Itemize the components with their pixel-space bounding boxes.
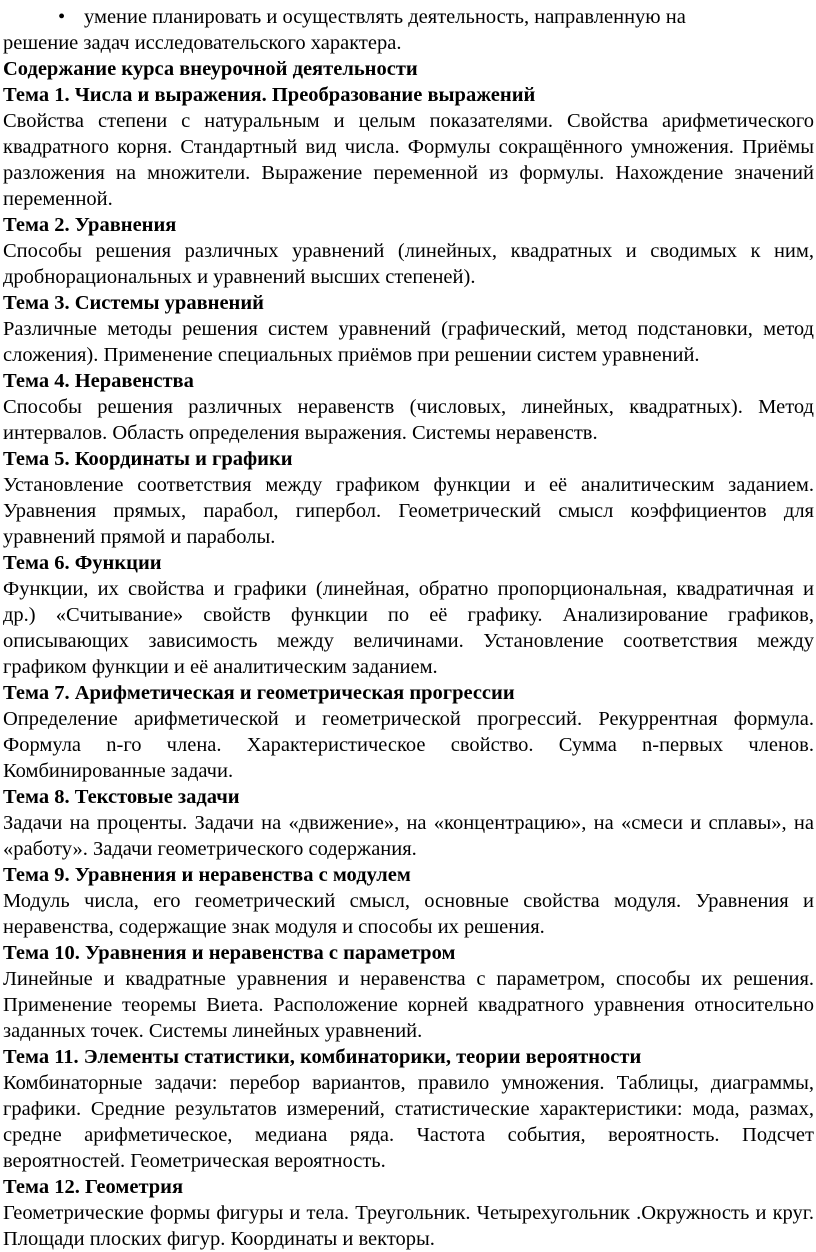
topic-6 bbox=[0, 550, 816, 680]
topic-body: Задачи на проценты. Задачи на «движение», на «концентрацию», на «смеси и сплавы», на «работу». Задачи геометрического содержания. bbox=[3, 812, 814, 860]
topic-title: Тема 9. Уравнения и неравенства с модулем bbox=[3, 864, 411, 886]
topic-body: Модуль числа, его геометрический смысл, основные свойства модуля. Уравнения и неравенства, содержащие знак модуля и способы их решения. bbox=[3, 890, 814, 938]
bullet-icon: • bbox=[58, 6, 66, 28]
topic-5 bbox=[0, 446, 816, 550]
topic-title: Тема 10. Уравнения и неравенства с параметром bbox=[3, 942, 456, 964]
topic-11 bbox=[0, 1044, 816, 1174]
topic-title: Тема 12. Геометрия bbox=[3, 1176, 184, 1198]
topic-title: Тема 1. Числа и выражения. Преобразование выражений bbox=[3, 84, 536, 106]
topic-title: Тема 3. Системы уравнений bbox=[3, 292, 264, 314]
topic-title: Тема 5. Координаты и графики bbox=[3, 448, 293, 470]
topic-title: Тема 11. Элементы статистики, комбинаторики, теории вероятности bbox=[3, 1046, 642, 1068]
intro-bullet-text-line1: умение планировать и осуществлять деятельность, направленную на bbox=[84, 6, 686, 28]
intro-bullet-text-line2: решение задач исследовательского характера. bbox=[3, 32, 402, 54]
topic-body: Геометрические формы фигуры и тела. Треугольник. Четырехугольник .Окружность и круг. Площади плоских фигур. Координаты и векторы. bbox=[3, 1202, 814, 1250]
topic-2 bbox=[0, 212, 816, 290]
topic-title: Тема 7. Арифметическая и геометрическая прогрессии bbox=[3, 682, 515, 704]
topic-body: Свойства степени с натуральным и целым показателями. Свойства арифметического квадратного корня. Стандартный вид числа. Формулы сокращённого умножения. Приёмы разложения на множители. Выражение переменной из формулы. Нахождение значений переменной. bbox=[3, 110, 814, 210]
section-heading: Содержание курса внеурочной деятельности bbox=[3, 58, 418, 80]
topic-title: Тема 6. Функции bbox=[3, 552, 162, 574]
topic-8 bbox=[0, 784, 816, 862]
topic-body: Комбинаторные задачи: перебор вариантов, правило умножения. Таблицы, диаграммы, графики. Средние результатов измерений, статистические характеристики: мода, размах, средне арифметическое, медиана ряда. Частота события, вероятность. Подсчет вероятностей. Геометрическая вероятность. bbox=[3, 1072, 814, 1172]
topic-body: Установление соответствия между графиком функции и её аналитическим заданием. Уравнения прямых, парабол, гипербол. Геометрический смысл коэффициентов для уравнений прямой и параболы. bbox=[3, 474, 814, 548]
topic-title: Тема 2. Уравнения bbox=[3, 214, 177, 236]
topic-body: Линейные и квадратные уравнения и неравенства с параметром, способы их решения. Применение теоремы Виета. Расположение корней квадратного уравнения относительно заданных точек. Системы линейных уравнений. bbox=[3, 968, 814, 1042]
topic-body: Различные методы решения систем уравнений (графический, метод подстановки, метод сложения). Применение специальных приёмов при решении систем уравнений. bbox=[3, 318, 814, 366]
topic-12 bbox=[0, 1174, 816, 1252]
topic-body: Функции, их свойства и графики (линейная, обратно пропорциональная, квадратичная и др.) «Считывание» свойств функции по её графику. Анализирование графиков, описывающих зависимость между величинами. Установление соответствия между графиком функции и её аналитическим заданием. bbox=[3, 578, 814, 678]
topic-4 bbox=[0, 368, 816, 446]
topic-7 bbox=[0, 680, 816, 784]
topic-title: Тема 4. Неравенства bbox=[3, 370, 194, 392]
topic-body: Определение арифметической и геометрической прогрессий. Рекуррентная формула. Формула n-го члена. Характеристическое свойство. Сумма n-первых членов. Комбинированные задачи. bbox=[3, 708, 814, 782]
topic-title: Тема 8. Текстовые задачи bbox=[3, 786, 240, 808]
topic-body: Способы решения различных уравнений (линейных, квадратных и сводимых к ним, дробнорациональных и уравнений высших степеней). bbox=[3, 240, 814, 288]
topic-10 bbox=[0, 940, 816, 1044]
topic-9 bbox=[0, 862, 816, 940]
topic-3 bbox=[0, 290, 816, 368]
intro-bullet-item bbox=[0, 4, 816, 30]
topic-1 bbox=[0, 82, 816, 212]
topic-body: Способы решения различных неравенств (числовых, линейных, квадратных). Метод интервалов. Область определения выражения. Системы неравенств. bbox=[3, 396, 814, 444]
